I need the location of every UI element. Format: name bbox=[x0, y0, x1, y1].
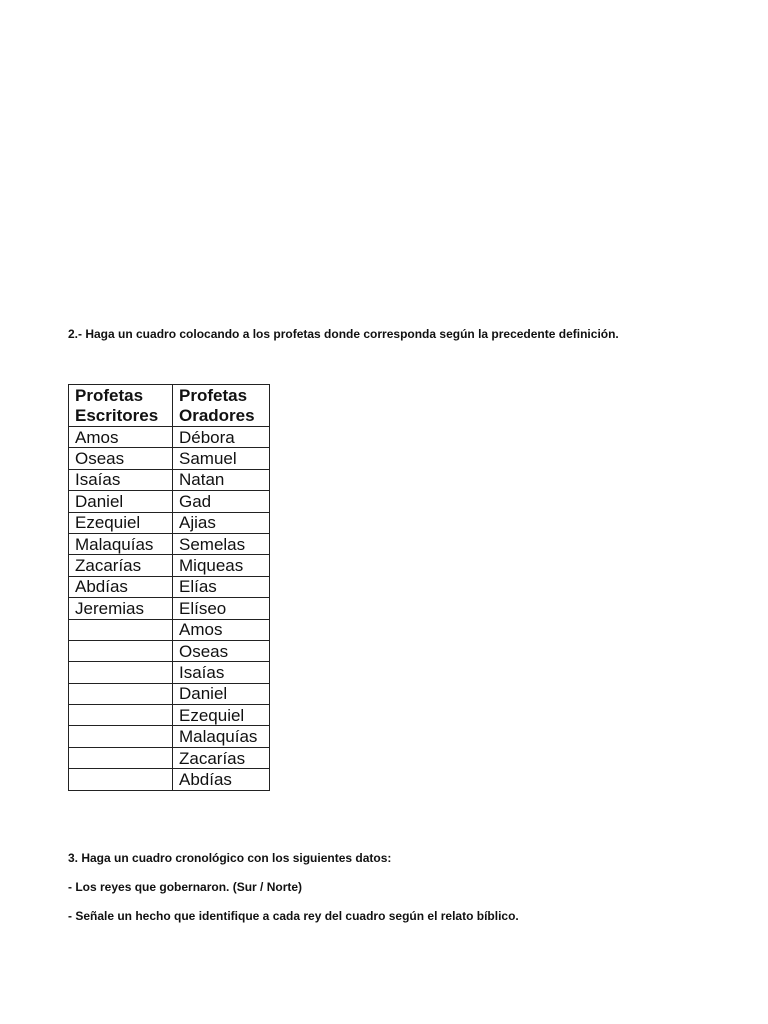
header-oradores-line2: Oradores bbox=[179, 405, 255, 425]
cell-orador: Zacarías bbox=[173, 747, 270, 768]
cell-orador: Samuel bbox=[173, 448, 270, 469]
cell-orador: Elías bbox=[173, 576, 270, 597]
table-header-row bbox=[69, 385, 270, 427]
cell-orador: Oseas bbox=[173, 640, 270, 661]
table-row bbox=[69, 747, 270, 768]
cell-escritor bbox=[69, 769, 173, 790]
cell-escritor: Malaquías bbox=[69, 533, 173, 554]
cell-orador: Daniel bbox=[173, 683, 270, 704]
bullet-reyes: - Los reyes que gobernaron. (Sur / Norte) bbox=[68, 880, 303, 894]
bullet-hecho: - Señale un hecho que identifique a cada rey del cuadro según el relato bíblico. bbox=[68, 909, 519, 923]
cell-escritor: Daniel bbox=[69, 491, 173, 512]
cell-escritor: Ezequiel bbox=[69, 512, 173, 533]
question-3-text: 3. Haga un cuadro cronológico con los siguientes datos: bbox=[68, 851, 392, 865]
cell-orador: Ezequiel bbox=[173, 705, 270, 726]
cell-escritor: Jeremias bbox=[69, 598, 173, 619]
table-row bbox=[69, 448, 270, 469]
cell-orador: Gad bbox=[173, 491, 270, 512]
table-row bbox=[69, 491, 270, 512]
cell-escritor bbox=[69, 640, 173, 661]
table-row bbox=[69, 619, 270, 640]
cell-orador: Débora bbox=[173, 427, 270, 448]
cell-orador: Ajias bbox=[173, 512, 270, 533]
question-2-text: 2.- Haga un cuadro colocando a los profetas donde corresponda según la precedente definición. bbox=[68, 327, 619, 341]
table-row bbox=[69, 598, 270, 619]
cell-orador: Natan bbox=[173, 469, 270, 490]
table-row bbox=[69, 705, 270, 726]
cell-escritor: Zacarías bbox=[69, 555, 173, 576]
cell-escritor bbox=[69, 683, 173, 704]
table-body bbox=[69, 427, 270, 791]
header-oradores bbox=[173, 385, 270, 427]
cell-escritor bbox=[69, 726, 173, 747]
table-row bbox=[69, 533, 270, 554]
cell-escritor: Amos bbox=[69, 427, 173, 448]
cell-orador: Isaías bbox=[173, 662, 270, 683]
cell-escritor: Oseas bbox=[69, 448, 173, 469]
table-row bbox=[69, 683, 270, 704]
cell-orador: Elíseo bbox=[173, 598, 270, 619]
table-row bbox=[69, 469, 270, 490]
cell-orador: Malaquías bbox=[173, 726, 270, 747]
cell-orador: Amos bbox=[173, 619, 270, 640]
table-row bbox=[69, 576, 270, 597]
cell-escritor bbox=[69, 619, 173, 640]
table-row bbox=[69, 640, 270, 661]
table-row bbox=[69, 662, 270, 683]
cell-escritor: Abdías bbox=[69, 576, 173, 597]
table-row bbox=[69, 512, 270, 533]
header-escritores bbox=[69, 385, 173, 427]
table-row bbox=[69, 726, 270, 747]
cell-escritor: Isaías bbox=[69, 469, 173, 490]
cell-escritor bbox=[69, 705, 173, 726]
table-row bbox=[69, 555, 270, 576]
cell-orador: Abdías bbox=[173, 769, 270, 790]
prophets-table bbox=[68, 384, 270, 791]
header-oradores-line1: Profetas bbox=[179, 385, 248, 405]
cell-escritor bbox=[69, 662, 173, 683]
table-row bbox=[69, 427, 270, 448]
cell-orador: Miqueas bbox=[173, 555, 270, 576]
table-row bbox=[69, 769, 270, 790]
header-escritores-line2: Escritores bbox=[75, 405, 159, 425]
header-escritores-line1: Profetas bbox=[75, 385, 144, 405]
cell-orador: Semelas bbox=[173, 533, 270, 554]
cell-escritor bbox=[69, 747, 173, 768]
